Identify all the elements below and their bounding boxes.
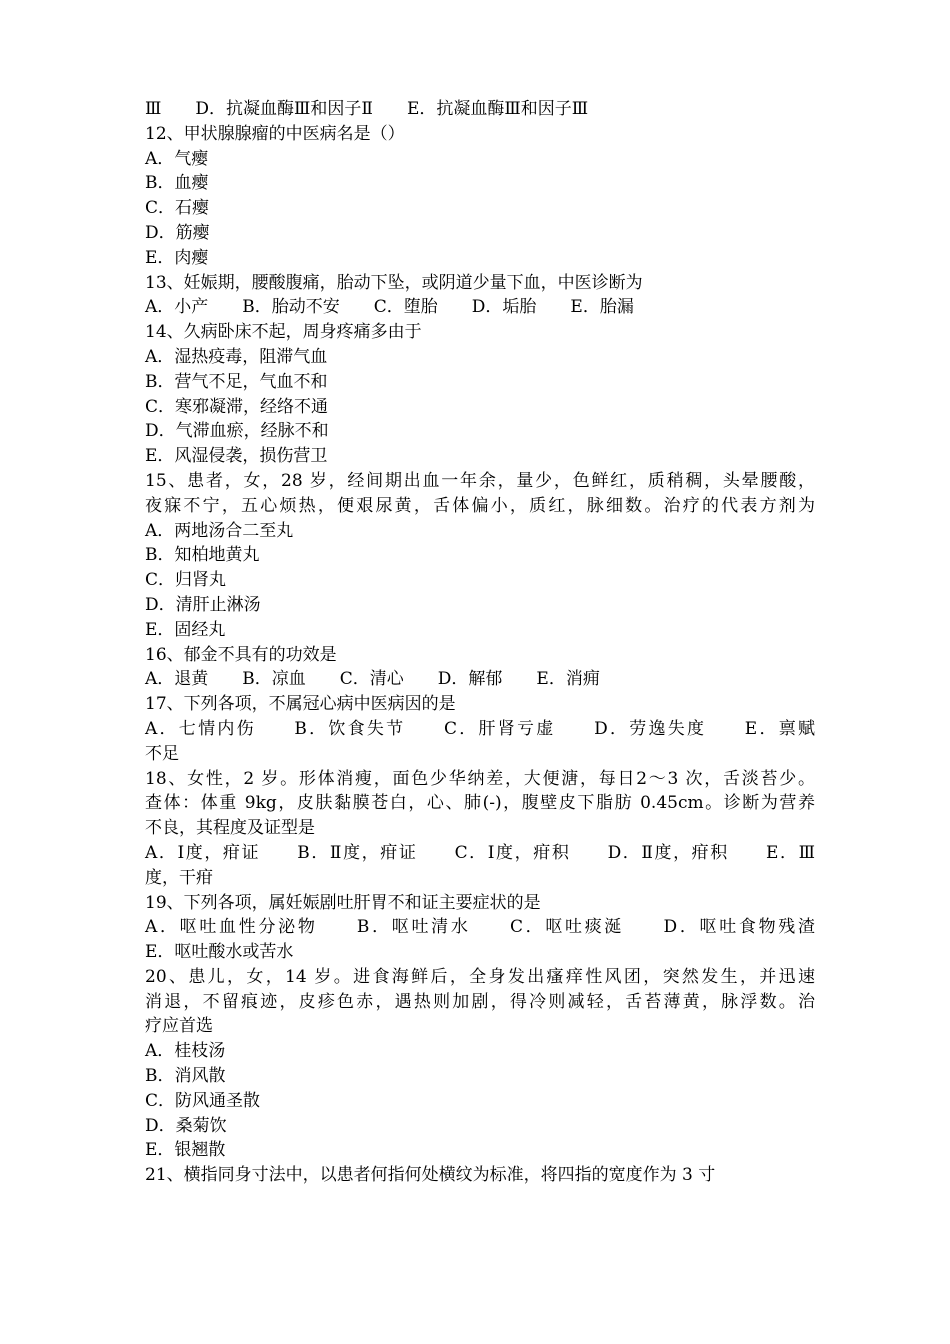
option-line: A．湿热疫毒，阻滞气血 [145, 346, 328, 367]
question-14: 14、久病卧床不起，周身疼痛多由于 [145, 322, 422, 343]
option-line: B．知柏地黄丸 [145, 545, 260, 566]
option-line: A．呕吐血性分泌物 B．呕吐清水 C．呕吐痰涎 D．呕吐食物残渣 [145, 917, 815, 938]
option-line: B．血瘿 [145, 173, 209, 194]
option-line-cont: 度，干疳 [145, 867, 213, 888]
option-line: A．退黄 B．凉血 C．清心 D．解郁 E．消痈 [145, 669, 600, 690]
option-line: A．两地汤合二至丸 [145, 520, 294, 541]
question-13: 13、妊娠期，腰酸腹痛，胎动下坠，或阴道少量下血，中医诊断为 [145, 272, 643, 293]
option-line: D．桑菊饮 [145, 1115, 227, 1136]
option-line: B．消风散 [145, 1066, 226, 1087]
option-line: C．归肾丸 [145, 570, 227, 591]
option-line: C．石瘿 [145, 198, 210, 219]
option-line: E．呕吐酸水或苦水 [145, 942, 294, 963]
option-line: A．气瘿 [145, 148, 209, 169]
question-19: 19、下列各项，属妊娠剧吐肝胃不和证主要症状的是 [145, 892, 541, 913]
question-12: 12、甲状腺腺瘤的中医病名是（） [145, 123, 405, 144]
question-15: 15、患者，女，28 岁，经间期出血一年余，量少，色鲜红，质稍稠，头晕腰酸， [145, 470, 815, 491]
option-line: E．肉瘿 [145, 247, 209, 268]
option-line: D．筋瘿 [145, 222, 210, 243]
question-20-cont: 消退，不留痕迹，皮疹色赤，遇热则加剧，得冷则减轻，舌苔薄黄，脉浮数。治 [145, 991, 815, 1012]
option-line-cont: 不足 [145, 743, 179, 764]
question-20-cont: 疗应首选 [145, 1016, 213, 1037]
option-line: B．营气不足，气血不和 [145, 371, 328, 392]
document-page [145, 97, 815, 1188]
question-16: 16、郁金不具有的功效是 [145, 644, 337, 665]
option-line: C．寒邪凝滞，经络不通 [145, 396, 329, 417]
question-18-cont: 不良，其程度及证型是 [145, 818, 315, 839]
option-line: E．银翘散 [145, 1140, 226, 1161]
option-line: D．气滞血瘀，经脉不和 [145, 421, 329, 442]
option-line: A．Ⅰ度，疳证 B．Ⅱ度，疳证 C．Ⅰ度，疳积 D．Ⅱ度，疳积 E．Ⅲ [145, 842, 815, 863]
option-line: A．小产 B．胎动不安 C．堕胎 D．垢胎 E．胎漏 [145, 297, 634, 318]
option-line: A．七情内伤 B．饮食失节 C．肝肾亏虚 D．劳逸失度 E．禀赋 [145, 718, 815, 739]
text-line: Ⅲ D．抗凝血酶Ⅲ和因子Ⅱ E．抗凝血酶Ⅲ和因子Ⅲ [145, 99, 589, 119]
question-21: 21、横指同身寸法中，以患者何指何处横纹为标准，将四指的宽度作为 3 寸 [145, 1165, 716, 1186]
option-line: C．防风通圣散 [145, 1090, 261, 1111]
question-20: 20、患儿，女，14 岁。进食海鲜后，全身发出瘙痒性风团，突然发生，并迅速 [145, 966, 815, 987]
question-15-cont: 夜寐不宁，五心烦热，便艰尿黄，舌体偏小，质红，脉细数。治疗的代表方剂为 [145, 495, 815, 516]
option-line: A．桂枝汤 [145, 1041, 226, 1062]
option-line: E．固经丸 [145, 619, 226, 640]
question-18: 18、女性，2 岁。形体消瘦，面色少华纳差，大便溏，每日2～3 次，舌淡苔少。 [145, 768, 815, 789]
question-18-cont: 查体：体重 9kg，皮肤黏膜苍白，心、肺(-)，腹壁皮下脂肪 0.45cm。诊断为营养 [145, 793, 815, 814]
question-17: 17、下列各项，不属冠心病中医病因的是 [145, 694, 456, 715]
option-line: D．清肝止淋汤 [145, 594, 261, 615]
option-line: E．风湿侵袭，损伤营卫 [145, 446, 328, 467]
